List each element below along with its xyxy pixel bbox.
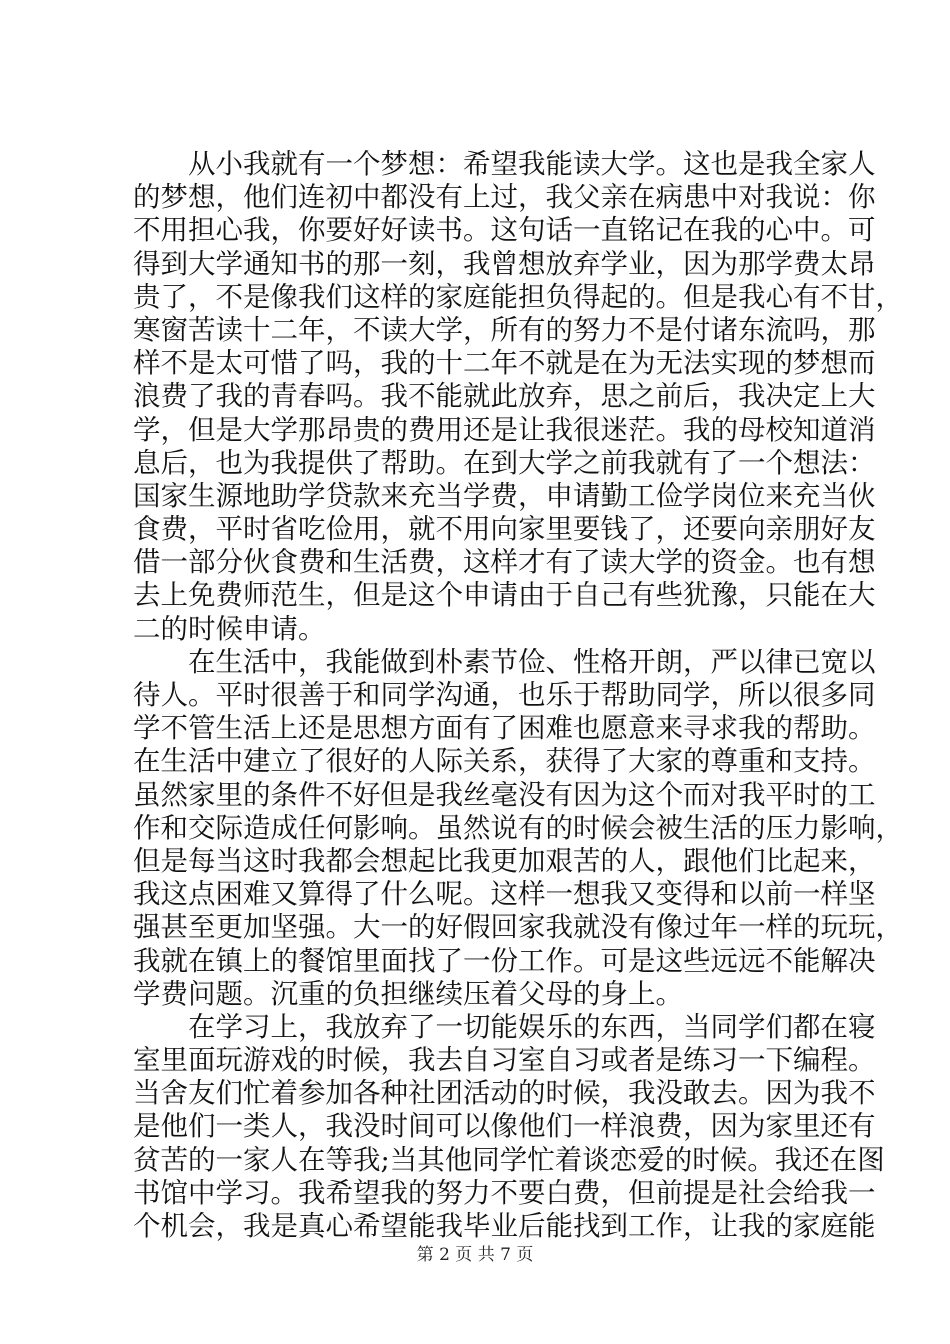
text-line: 借一部分伙食费和生活费，这样才有了读大学的资金。也有想 [133,546,876,579]
text-line: 作和交际造成任何影响。虽然说有的时候会被生活的压力影响， [133,811,903,844]
text-line: 书馆中学习。我希望我的努力不要白费，但前提是社会给我一 [133,1176,876,1209]
text-line: 学不管生活上还是思想方面有了困难也愿意来寻求我的帮助。 [133,712,876,745]
text-line: 贫苦的一家人在等我;当其他同学忙着谈恋爱的时候。我还在图 [133,1143,885,1176]
text-line: 国家生源地助学贷款来充当学费，申请勤工俭学岗位来充当伙 [133,479,876,512]
text-line: 但是每当这时我都会想起比我更加艰苦的人，跟他们比起来， [133,844,876,877]
text-line: 从小我就有一个梦想：希望我能读大学。这也是我全家人 [188,148,876,180]
paragraph [133,148,903,646]
text-line: 在学习上，我放弃了一切能娱乐的东西，当同学们都在寝 [188,1010,876,1043]
paragraph [133,645,903,1011]
text-line: 当舍友们忙着参加各种社团活动的时候，我没敢去。因为我不 [133,1077,876,1110]
text-line: 浪费了我的青春吗。我不能就此放弃，思之前后，我决定上大 [133,380,876,413]
text-line: 学，但是大学那昂贵的费用还是让我很迷茫。我的母校知道消 [133,413,876,446]
text-line: 我这点困难又算得了什么呢。这样一想我又变得和以前一样坚 [133,878,876,911]
text-line: 的梦想，他们连初中都没有上过，我父亲在病患中对我说：你 [133,181,876,214]
paragraph [133,1010,885,1243]
text-line: 在生活中，我能做到朴素节俭、性格开朗，严以律已宽以 [188,645,876,678]
text-line: 去上免费师范生，但是这个申请由于自己有些犹豫，只能在大 [133,579,876,612]
text-line: 食费，平时省吃俭用，就不用向家里要钱了，还要向亲朋好友 [133,513,876,546]
text-line: 贵了，不是像我们这样的家庭能担负得起的。但是我心有不甘， [133,280,903,313]
text-line: 待人。平时很善于和同学沟通，也乐于帮助同学，所以很多同 [133,679,876,711]
page-number-label: 第 2 页 共 7 页 [416,1245,534,1265]
text-line: 在生活中建立了很好的人际关系，获得了大家的尊重和支持。 [133,745,876,778]
text-line: 是他们一类人，我没时间可以像他们一样浪费，因为家里还有 [133,1110,876,1143]
text-line: 样不是太可惜了吗，我的十二年不就是在为无法实现的梦想而 [133,347,876,380]
page-footer [0,1240,950,1265]
text-line: 我就在镇上的餐馆里面找了一份工作。可是这些远远不能解决 [133,944,876,977]
text-line: 二的时候申请。 [133,612,326,645]
text-line: 室里面玩游戏的时候，我去自习室自习或者是练习一下编程。 [133,1044,876,1077]
text-line: 强甚至更加坚强。大一的好假回家我就没有像过年一样的玩玩， [133,911,903,944]
text-line: 息后，也为我提供了帮助。在到大学之前我就有了一个想法： [133,446,876,479]
document-body [133,148,903,1243]
text-line: 学费问题。沉重的负担继续压着父母的身上。 [133,977,683,1010]
text-line: 虽然家里的条件不好但是我丝毫没有因为这个而对我平时的工 [133,778,876,811]
text-line: 得到大学通知书的那一刻，我曾想放弃学业，因为那学费太昂 [133,247,876,280]
text-line: 寒窗苦读十二年，不读大学，所有的努力不是付诸东流吗，那 [133,313,876,346]
text-line: 个机会，我是真心希望能我毕业后能找到工作，让我的家庭能 [133,1210,876,1242]
text-line: 不用担心我，你要好好读书。这句话一直铭记在我的心中。可 [133,214,876,247]
